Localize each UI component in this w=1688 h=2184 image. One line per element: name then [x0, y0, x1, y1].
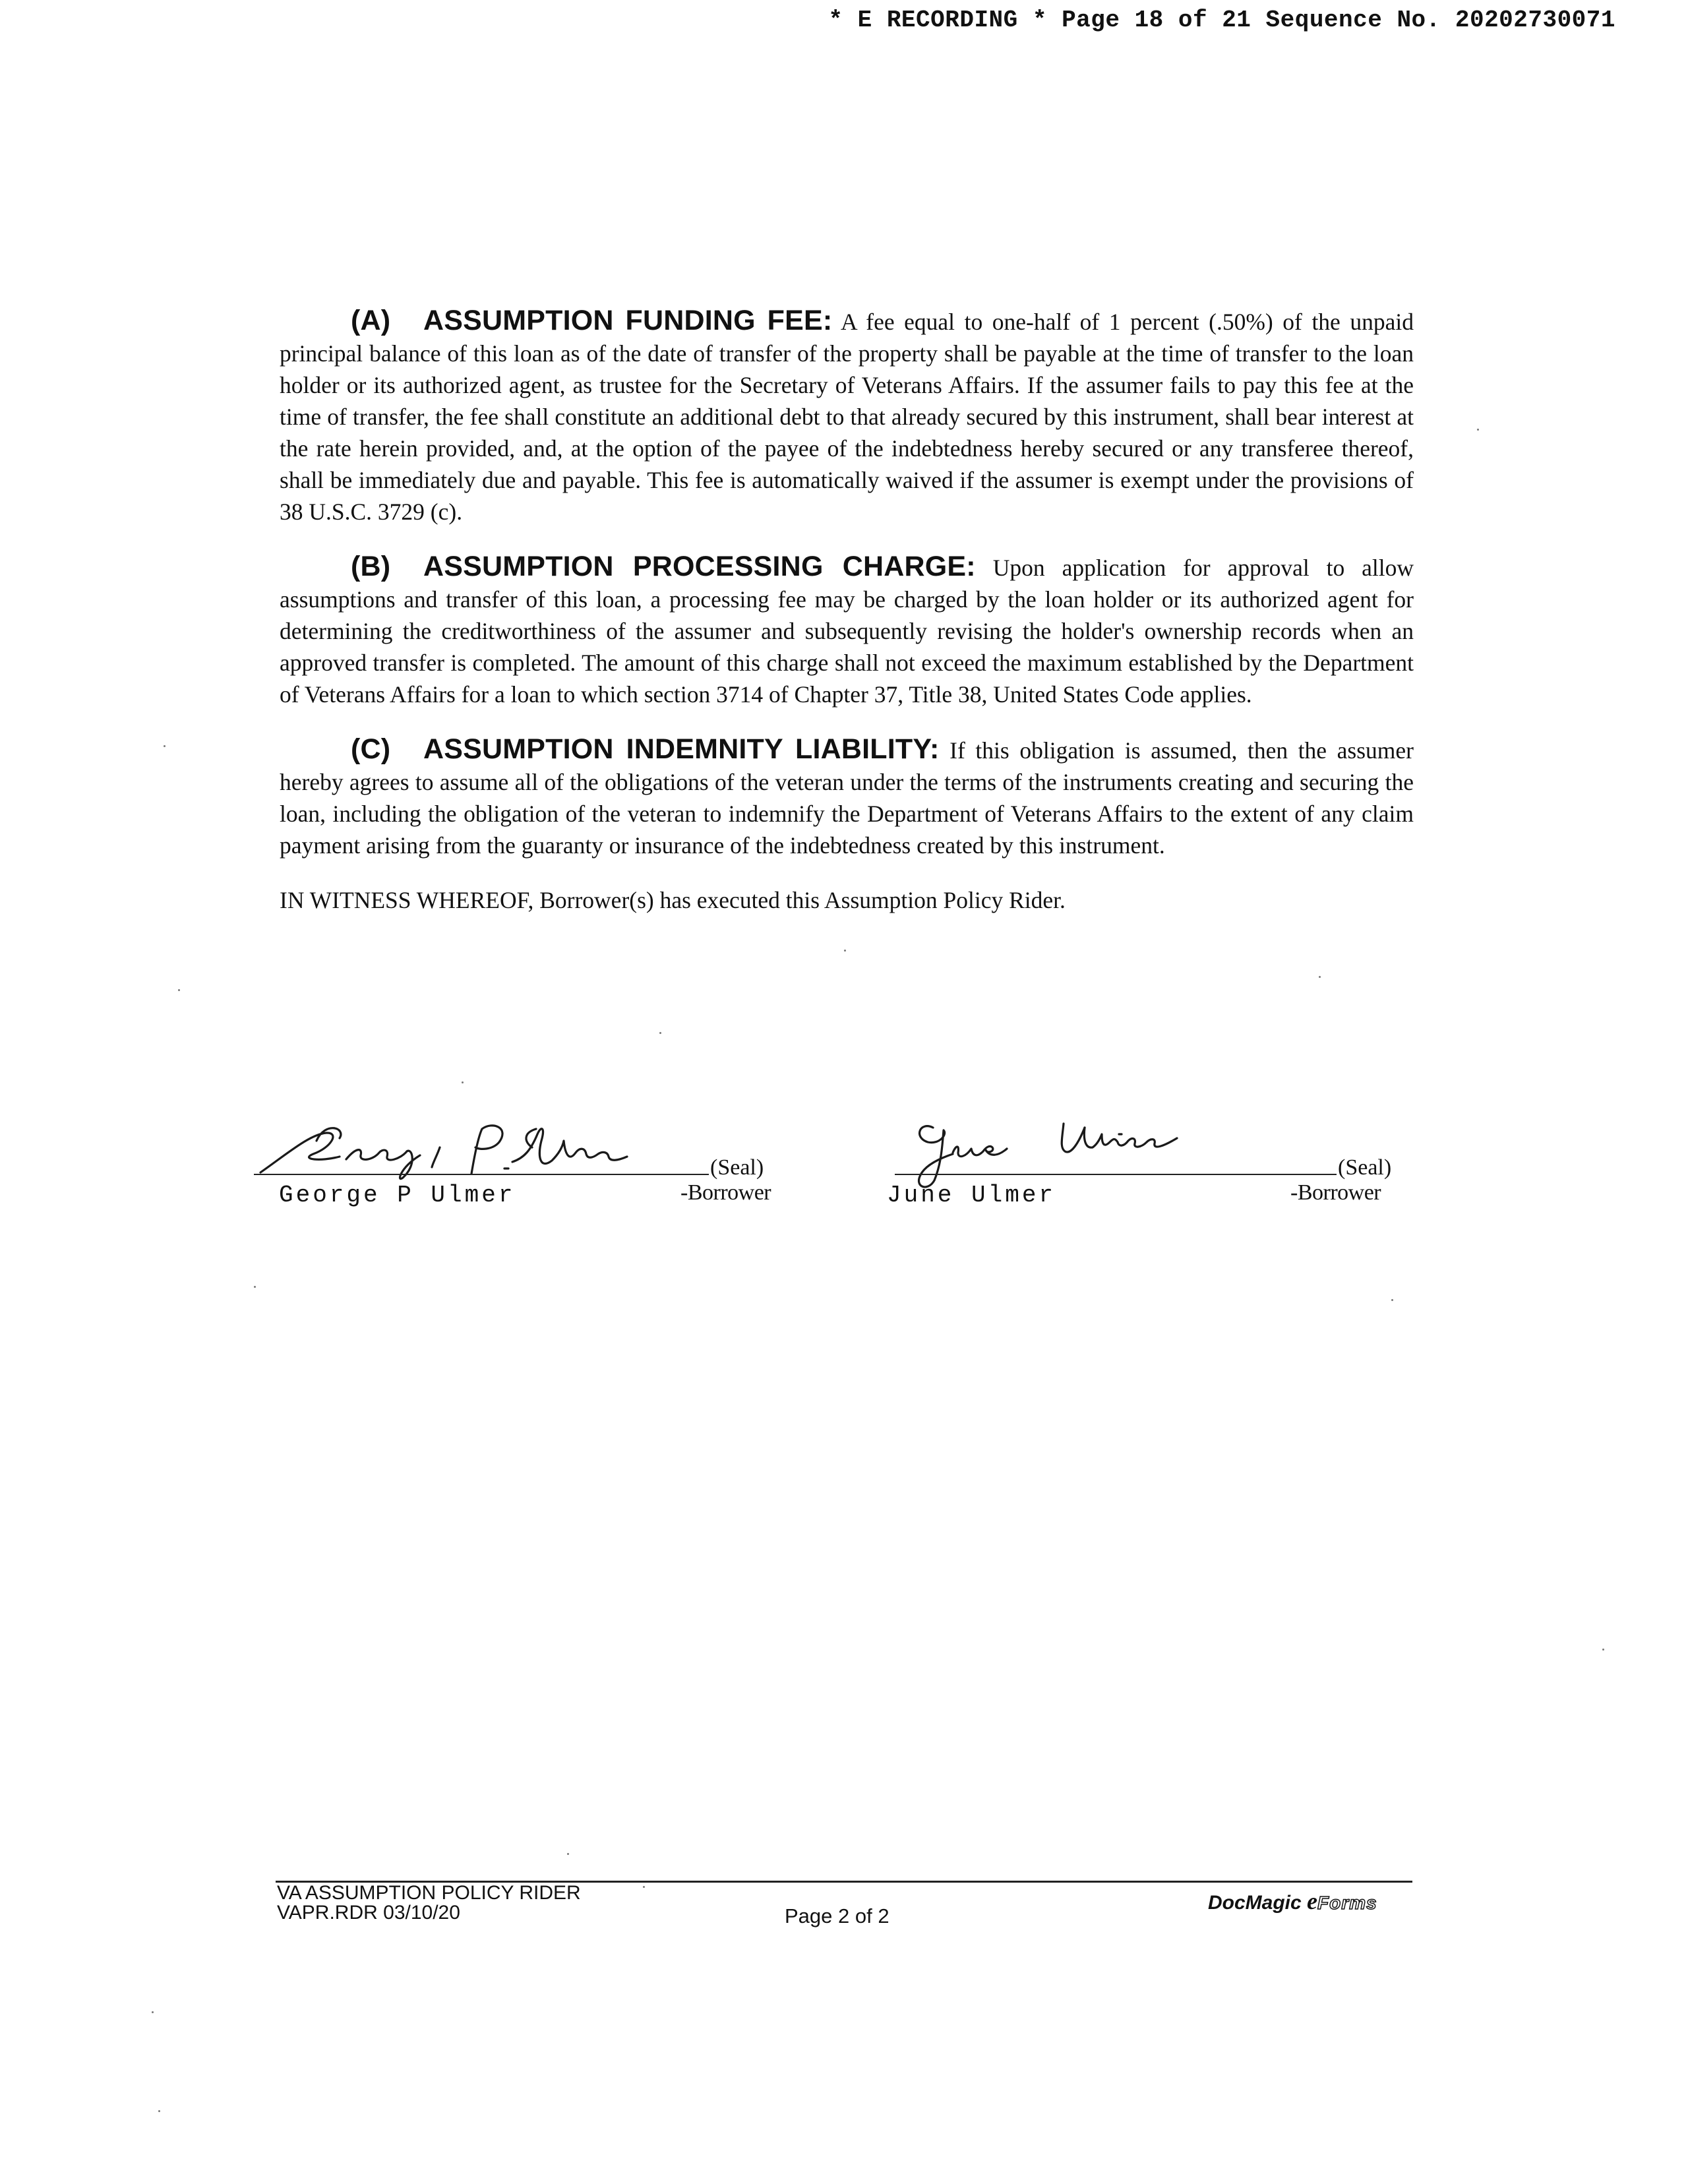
- recording-header: * E RECORDING * Page 18 of 21 Sequence No. 20202730071: [828, 7, 1615, 34]
- borrower-role-george: -Borrower: [680, 1180, 771, 1205]
- signature-block-june: [887, 1101, 1395, 1220]
- section-c: [280, 733, 1414, 861]
- scan-speck: [164, 745, 166, 747]
- scan-speck: [643, 1886, 645, 1888]
- scan-speck: [1477, 429, 1479, 431]
- footer-page-number: Page 2 of 2: [785, 1904, 889, 1927]
- scan-speck: [567, 1853, 569, 1855]
- signature-june-text: June Ulmer: [887, 1101, 890, 1102]
- footer-form-info: [277, 1883, 581, 1923]
- borrower-name-june: June Ulmer: [887, 1182, 1056, 1209]
- section-c-letter: (C): [351, 733, 391, 765]
- docmagic-brand-forms: Forms: [1317, 1893, 1377, 1913]
- section-a-text: A fee equal to one-half of 1 percent (.50%) of the unpaid principal balance of this loan as of the date of transfer of the property shall be payable at the time of transfer to the loan holder or its authorized agent, as trustee for the Secretary of Veterans Affairs. If the assumer fails to pay this fee at the time of transfer, the fee shall constitute an additional debt to that already secured by this instrument, shall bear interest at the rate herein provided, and, at the option of the payee of the indebtedness hereby secured or any transferee thereof, shall be immediately due and payable. This fee is automatically waived if the assumer is exempt under the provisions of 38 U.S.C. 3729 (c).: [280, 309, 1414, 525]
- witness-statement: IN WITNESS WHEREOF, Borrower(s) has executed this Assumption Policy Rider.: [280, 887, 1066, 913]
- signature-block-george: [247, 1101, 788, 1220]
- section-a: [280, 305, 1414, 528]
- signature-line-george: [254, 1174, 709, 1175]
- section-c-label: [280, 733, 940, 765]
- section-a-letter: (A): [351, 305, 391, 336]
- signature-june-image: [887, 1101, 1256, 1194]
- borrower-role-june: -Borrower: [1290, 1180, 1381, 1205]
- scan-speck: [178, 989, 180, 991]
- scan-speck: [1391, 1299, 1393, 1301]
- scan-speck: [462, 1081, 464, 1083]
- scan-speck: [158, 2110, 160, 2112]
- scan-speck: [254, 1286, 256, 1288]
- seal-label-george: (Seal): [710, 1155, 764, 1180]
- scan-speck: [152, 2011, 154, 2013]
- section-b: [280, 551, 1414, 710]
- scan-speck: [844, 950, 846, 952]
- seal-label-june: (Seal): [1338, 1155, 1392, 1180]
- section-c-title: ASSUMPTION INDEMNITY LIABILITY:: [423, 733, 940, 765]
- section-c-text: If this obligation is assumed, then the assumer hereby agrees to assume all of the obligations of the veteran under the terms of the instruments creating and securing the loan, including the obligation of the veteran to indemnify the Department of Veterans Affairs to the extent of any claim payment arising from the guaranty or insurance of the indebtedness created by this instrument.: [280, 737, 1414, 859]
- section-b-label: [280, 551, 976, 582]
- section-a-title: ASSUMPTION FUNDING FEE:: [423, 305, 833, 336]
- signature-george-text: George P. Ulmer: [247, 1101, 252, 1102]
- signature-george-image: [247, 1101, 709, 1180]
- rider-body: [280, 305, 1414, 939]
- signature-line-june: [895, 1174, 1337, 1175]
- section-b-letter: (B): [351, 551, 391, 582]
- section-b-title: ASSUMPTION PROCESSING CHARGE:: [423, 551, 976, 582]
- borrower-name-george: George P Ulmer: [279, 1182, 516, 1209]
- docmagic-brand-e: e: [1307, 1888, 1318, 1914]
- section-a-label: [280, 305, 832, 336]
- section-b-text: Upon application for approval to allow assumptions and transfer of this loan, a processing fee may be charged by the loan holder or its authorized agent for determining the creditworthiness of the assumer and subsequently revising the holder's ownership records when an approved transfer is completed. The amount of this charge shall not exceed the maximum established by the Department of Veterans Affairs for a loan to which section 3714 of Chapter 37, Title 38, United States Code applies.: [280, 555, 1414, 708]
- docmagic-brand-name: DocMagic: [1208, 1892, 1302, 1914]
- scan-speck: [1602, 1649, 1604, 1651]
- footer-form-code: VAPR.RDR 03/10/20: [277, 1902, 460, 1924]
- scan-speck: [1319, 976, 1321, 978]
- footer-form-title: VA ASSUMPTION POLICY RIDER: [277, 1882, 581, 1904]
- docmagic-logo: [1208, 1887, 1377, 1915]
- scan-speck: [659, 1032, 661, 1034]
